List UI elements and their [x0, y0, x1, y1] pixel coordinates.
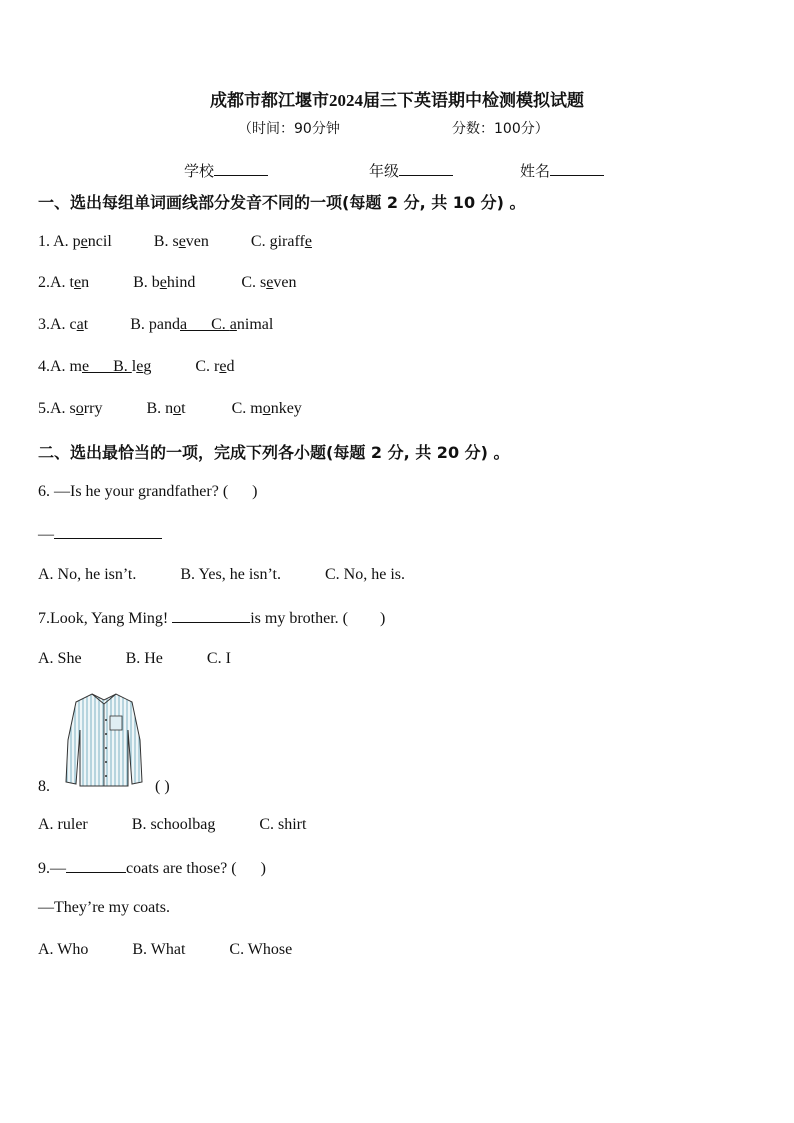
question-6-answer-line: — [38, 524, 162, 544]
question-7-options [38, 650, 231, 668]
score-info: 分数：100分） [452, 121, 549, 137]
question-9-reply: —They’re my coats. [38, 899, 170, 916]
page-title: 成都市都江堰市2024届三下英语期中检测模拟试题 [210, 91, 584, 110]
option-c: C. Whose [229, 941, 293, 958]
option-b: B. What [132, 941, 186, 958]
question-9-options [38, 941, 292, 959]
name-field: 姓名 [520, 160, 604, 181]
option-b: B. He [125, 650, 163, 667]
option-a: A. She [38, 650, 82, 667]
shirt-picture [62, 690, 146, 790]
question-6-stem: 6. —Is he your grandfather? ( ) [38, 483, 258, 500]
option-a: A. No, he isn’t. [38, 566, 137, 583]
question-9-stem: 9.— coats are those? ( ) [38, 860, 266, 877]
question-2: 2.A. ten B. behind C. seven [38, 274, 297, 291]
section-1-title: 一、选出每组单词画线部分发音不同的一项(每题 2 分, 共 10 分) 。 [38, 193, 526, 212]
section-2-title: 二、选出最恰当的一项，完成下列各小题(每题 2 分, 共 20 分) 。 [38, 443, 510, 462]
question-8-paren: ( ) [155, 778, 170, 795]
option-c: C. I [206, 650, 231, 667]
question-8-number: 8. [38, 778, 50, 795]
question-5: 5.A. sorry B. not C. monkey [38, 400, 302, 417]
school-field: 学校 [184, 160, 268, 181]
option-b: B. schoolbag [131, 816, 216, 833]
question-1: 1. A. pencil B. seven C. giraffe [38, 233, 312, 250]
question-7-stem: 7.Look, Yang Ming! is my brother. ( ) [38, 610, 386, 627]
option-a: A. Who [38, 941, 89, 958]
question-4: 4.A. me B. leg C. red [38, 358, 235, 375]
grade-field: 年级 [369, 160, 453, 181]
question-8-options [38, 816, 306, 834]
option-b: B. Yes, he isn’t. [180, 566, 281, 583]
option-a: A. ruler [38, 816, 88, 833]
question-3: 3.A. cat B. panda C. animal [38, 316, 274, 333]
question-6-options [38, 566, 405, 584]
option-c: C. No, he is. [325, 566, 405, 583]
time-info: （时间：90分钟 [238, 121, 340, 137]
option-c: C. shirt [259, 816, 307, 833]
